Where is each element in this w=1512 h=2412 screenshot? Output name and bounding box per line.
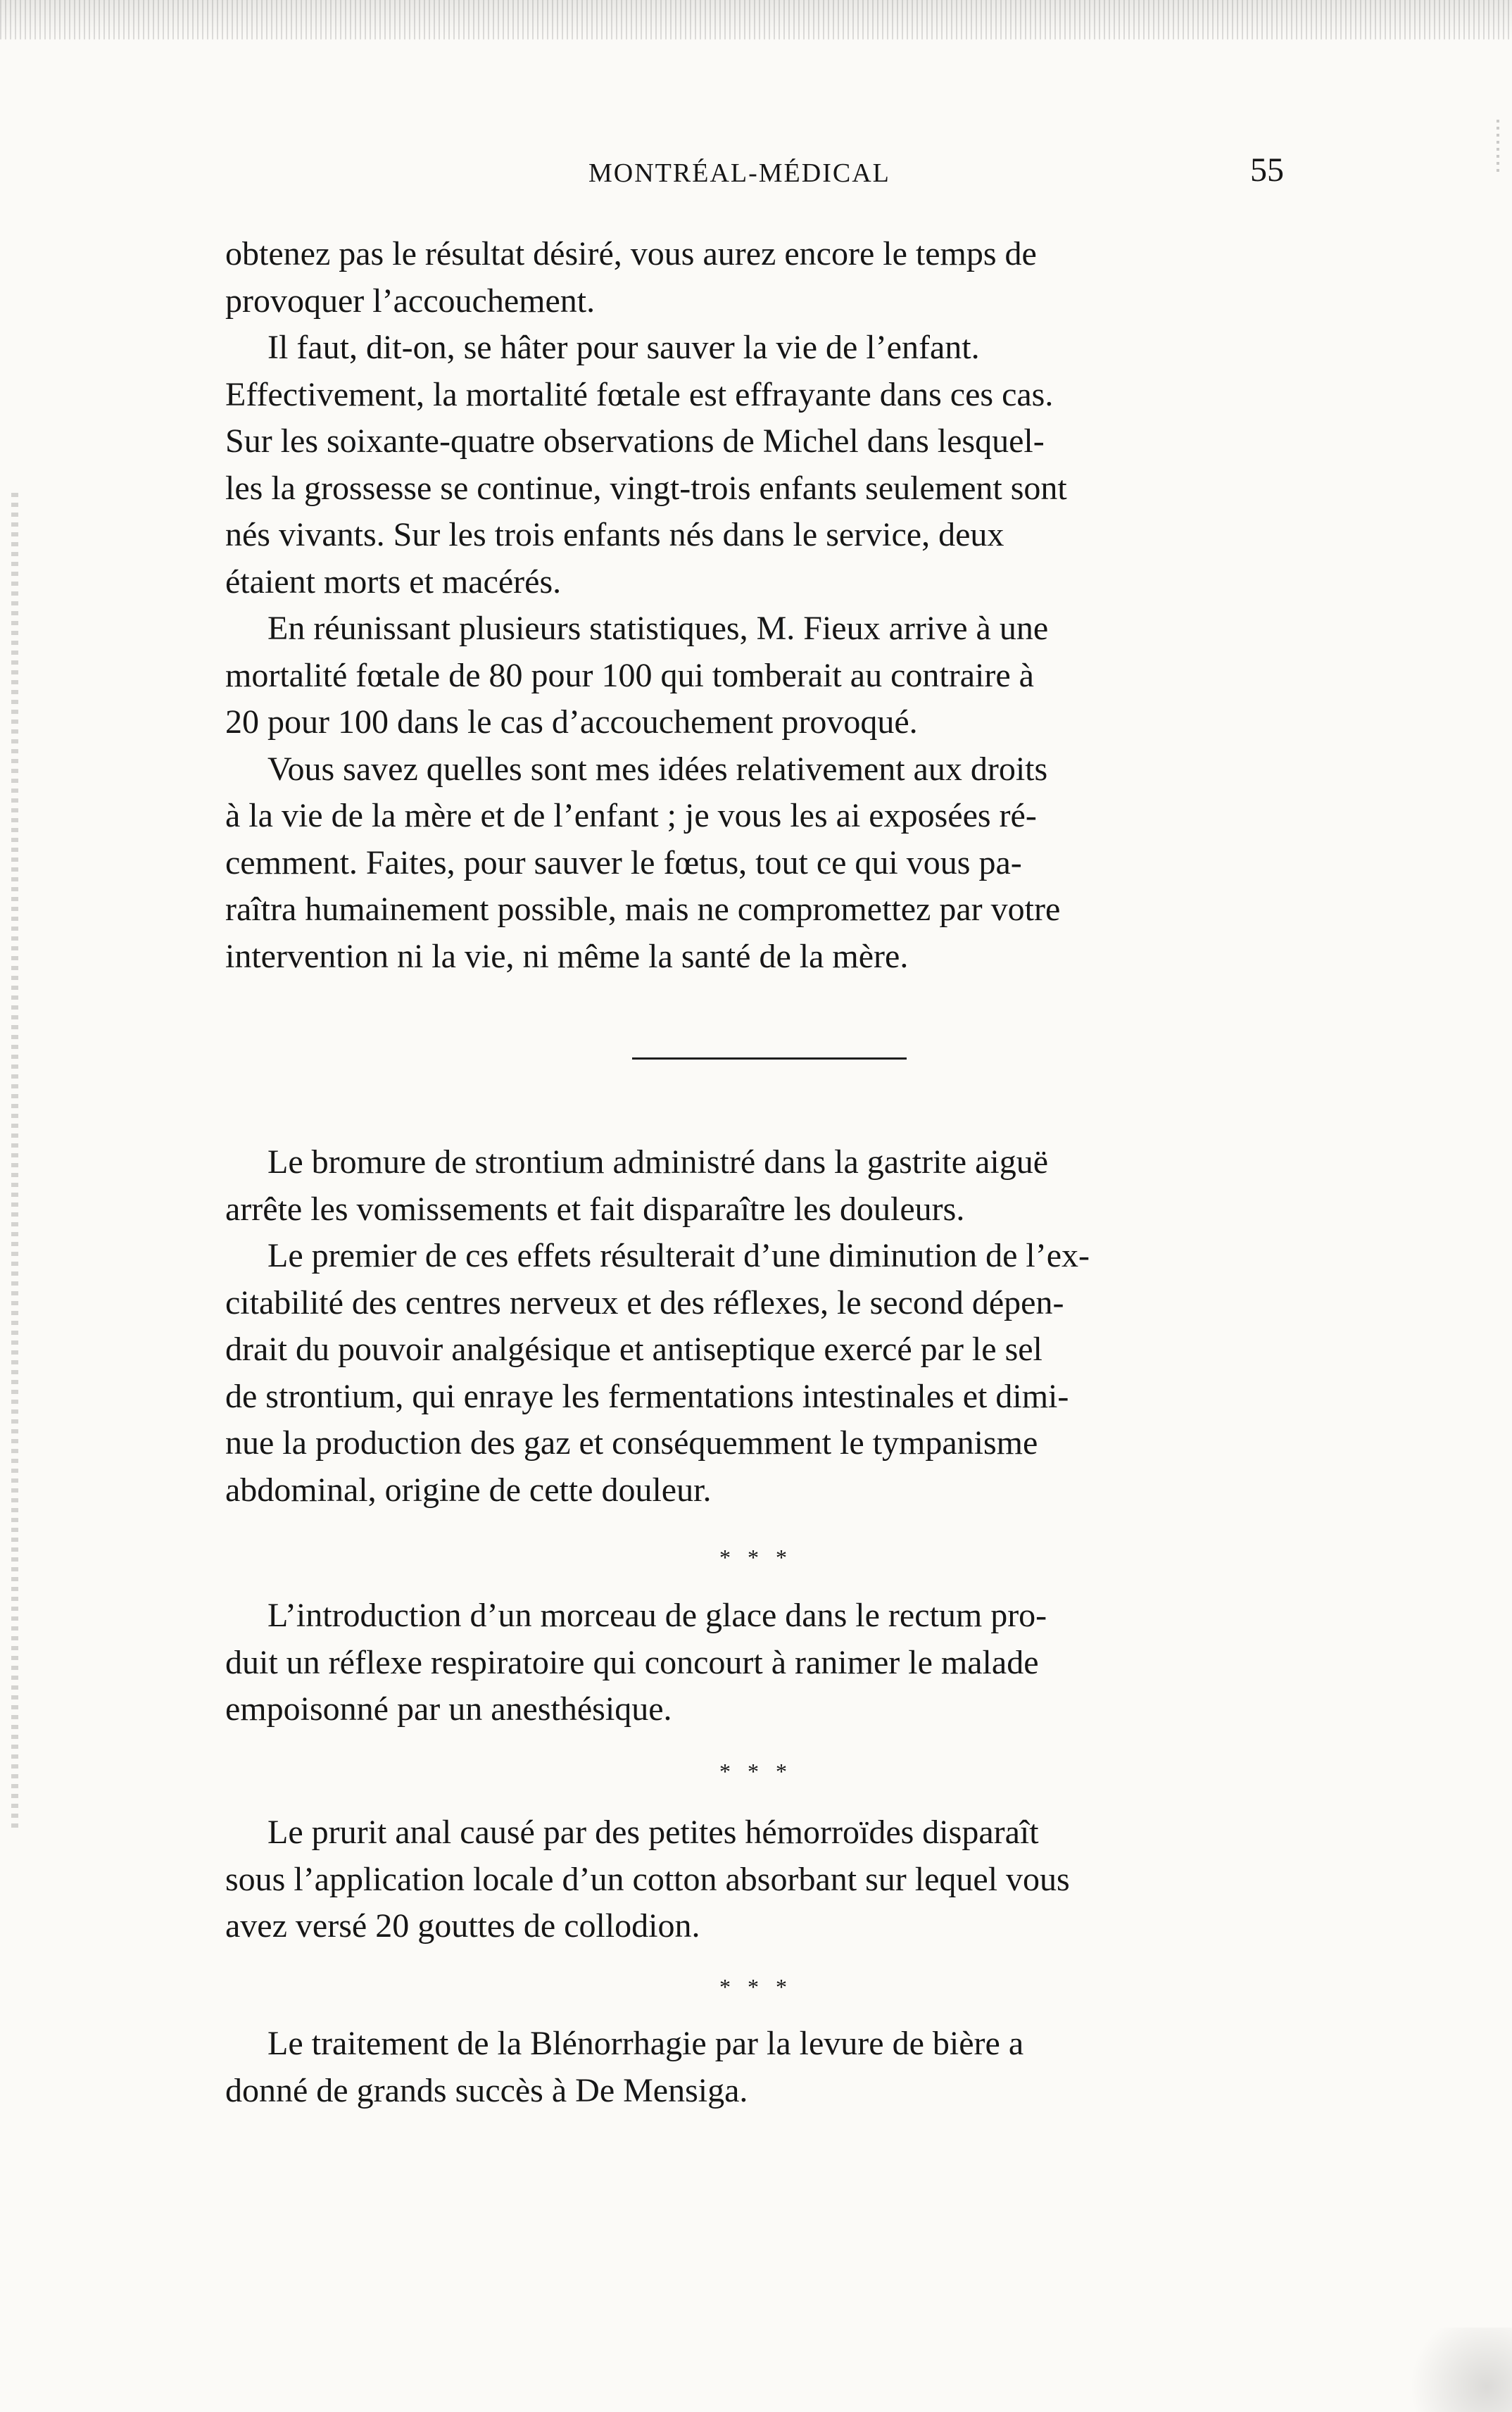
line-17: Le bromure de strontium administré dans la gastrite aiguë	[267, 1143, 1049, 1181]
line-21: drait du pouvoir analgésique et antiseptique exercé par le sel	[225, 1331, 1042, 1368]
paragraph-3	[225, 1593, 1298, 1733]
line-18: arrête les vomissements et fait disparaître les douleurs.	[225, 1190, 965, 1228]
line-13: à la vie de la mère et de l’enfant ; je vous les ai exposées ré-	[225, 797, 1037, 834]
line-24: abdominal, origine de cette douleur.	[225, 1471, 712, 1509]
paragraph-2b	[225, 1233, 1298, 1514]
line-31: Le traitement de la Blénorrhagie par la levure de bière a	[267, 2025, 1024, 2062]
line-11: 20 pour 100 dans le cas d’accouchement provoqué.	[225, 703, 918, 741]
section-3	[225, 1593, 1298, 1733]
line-1: obtenez pas le résultat désiré, vous aurez encore le temps de	[225, 235, 1037, 272]
running-title: MONTRÉAL-MÉDICAL	[588, 158, 890, 188]
line-3: Il faut, dit-on, se hâter pour sauver la vie de l’enfant.	[267, 329, 980, 366]
line-25: L’introduction d’un morceau de glace dans le rectum pro-	[267, 1597, 1047, 1634]
left-gutter-marks	[11, 493, 18, 1830]
line-23: nue la production des gaz et conséquemment le tympanisme	[225, 1424, 1038, 1462]
paragraph-1c	[225, 605, 1298, 746]
line-22: de strontium, qui enraye les fermentations intestinales et dimi-	[225, 1377, 1069, 1415]
separator-stars-1: * * *	[719, 1545, 793, 1570]
paragraph-1a	[225, 231, 1298, 325]
line-10: mortalité fœtale de 80 pour 100 qui tomberait au contraire à	[225, 656, 1034, 694]
line-28: Le prurit anal causé par des petites hémorroïdes disparaît	[267, 1814, 1039, 1851]
separator-stars-2: * * *	[719, 1759, 793, 1784]
page-number: 55	[1250, 151, 1284, 189]
line-19: Le premier de ces effets résulterait d’une diminution de l’ex-	[267, 1237, 1090, 1274]
line-12: Vous savez quelles sont mes idées relativement aux droits	[267, 750, 1048, 788]
section-4	[225, 1809, 1298, 1950]
paragraph-1b	[225, 325, 1298, 605]
paragraph-4	[225, 1809, 1298, 1950]
line-29: sous l’application locale d’un cotton absorbant sur lequel vous	[225, 1860, 1070, 1898]
line-20: citabilité des centres nerveux et des réflexes, le second dépen-	[225, 1283, 1064, 1321]
section-divider	[632, 1057, 907, 1060]
line-27: empoisonné par un anesthésique.	[225, 1690, 672, 1728]
bottom-scan-noise	[1385, 2328, 1512, 2412]
line-15: raîtra humainement possible, mais ne compromettez par votre	[225, 891, 1061, 928]
line-5: Sur les soixante-quatre observations de Michel dans lesquel-	[225, 422, 1045, 460]
line-14: cemment. Faites, pour sauver le fœtus, tout ce qui vous pa-	[225, 843, 1022, 881]
line-7: nés vivants. Sur les trois enfants nés dans le service, deux	[225, 516, 1004, 553]
line-2: provoquer l’accouchement.	[225, 282, 596, 320]
paragraph-2a	[225, 1139, 1298, 1233]
line-8: étaient morts et macérés.	[225, 563, 562, 601]
section-5	[225, 2021, 1298, 2114]
top-scan-noise	[0, 0, 1512, 39]
section-1	[225, 231, 1298, 980]
paragraph-5	[225, 2021, 1298, 2114]
line-4: Effectivement, la mortalité fœtale est effrayante dans ces cas.	[225, 375, 1054, 413]
line-32: donné de grands succès à De Mensiga.	[225, 2071, 748, 2109]
line-26: duit un réflexe respiratoire qui concourt à ranimer le malade	[225, 1643, 1039, 1681]
line-16: intervention ni la vie, ni même la santé de la mère.	[225, 937, 909, 975]
section-2	[225, 1139, 1298, 1514]
paragraph-1d	[225, 746, 1298, 981]
separator-stars-3: * * *	[719, 1974, 793, 1999]
page-header	[0, 145, 1512, 201]
line-30: avez versé 20 gouttes de collodion.	[225, 1907, 700, 1945]
line-9: En réunissant plusieurs statistiques, M. Fieux arrive à une	[267, 610, 1049, 647]
line-6: les la grossesse se continue, vingt-trois enfants seulement sont	[225, 469, 1067, 507]
